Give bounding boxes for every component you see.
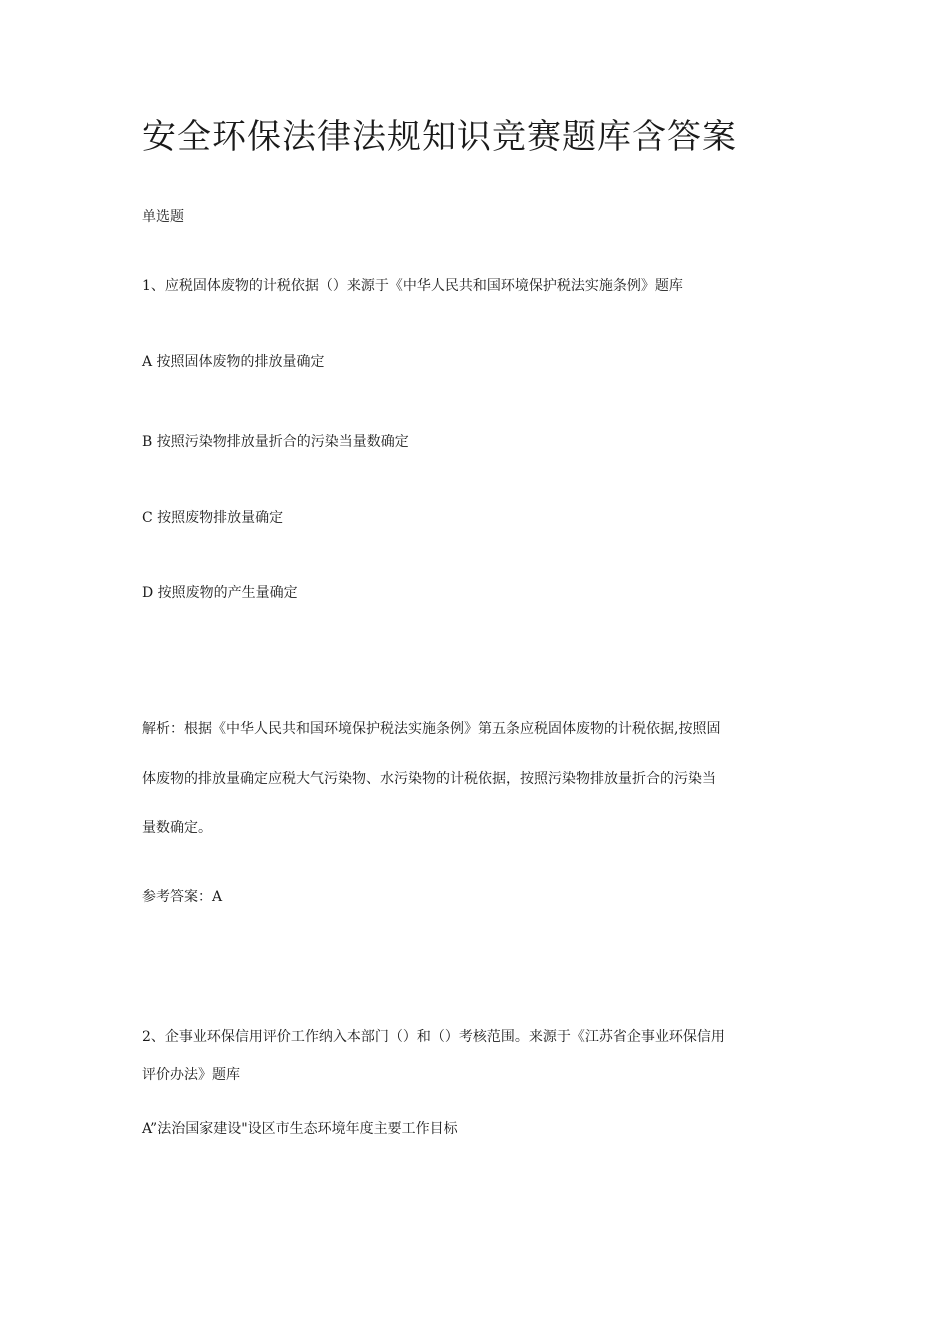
question-1-analysis-line-2: 体废物的排放量确定应税大气污染物、水污染物的计税依据，按照污染物排放量折合的污染当 xyxy=(142,771,716,787)
question-1-analysis-line-1: 解析：根据《中华人民共和国环境保护税法实施条例》第五条应税固体废物的计税依据,按照固 xyxy=(142,721,721,737)
question-1-option-d: D 按照废物的产生量确定 xyxy=(142,585,298,601)
document-title: 安全环保法律法规知识竞赛题库含答案 xyxy=(142,117,737,157)
question-2-stem-line-2: 评价办法》题库 xyxy=(142,1067,240,1083)
question-1-stem: 1、应税固体废物的计税依据（）来源于《中华人民共和国环境保护税法实施条例》题库 xyxy=(142,278,683,294)
question-1-option-c: C 按照废物排放量确定 xyxy=(142,510,284,526)
question-2-option-a: A”法治国家建设"设区市生态环境年度主要工作目标 xyxy=(142,1121,458,1137)
question-2-stem-line-1: 2、企事业环保信用评价工作纳入本部门（）和（）考核范围。来源于《江苏省企事业环保信用 xyxy=(142,1029,725,1045)
question-1-option-b: B 按照污染物排放量折合的污染当量数确定 xyxy=(142,434,409,450)
question-1-answer: 参考答案：A xyxy=(142,889,223,905)
question-1-option-a: A 按照固体废物的排放量确定 xyxy=(142,354,325,370)
question-1-analysis-line-3: 量数确定。 xyxy=(142,820,212,836)
section-label: 单选题 xyxy=(142,209,184,225)
